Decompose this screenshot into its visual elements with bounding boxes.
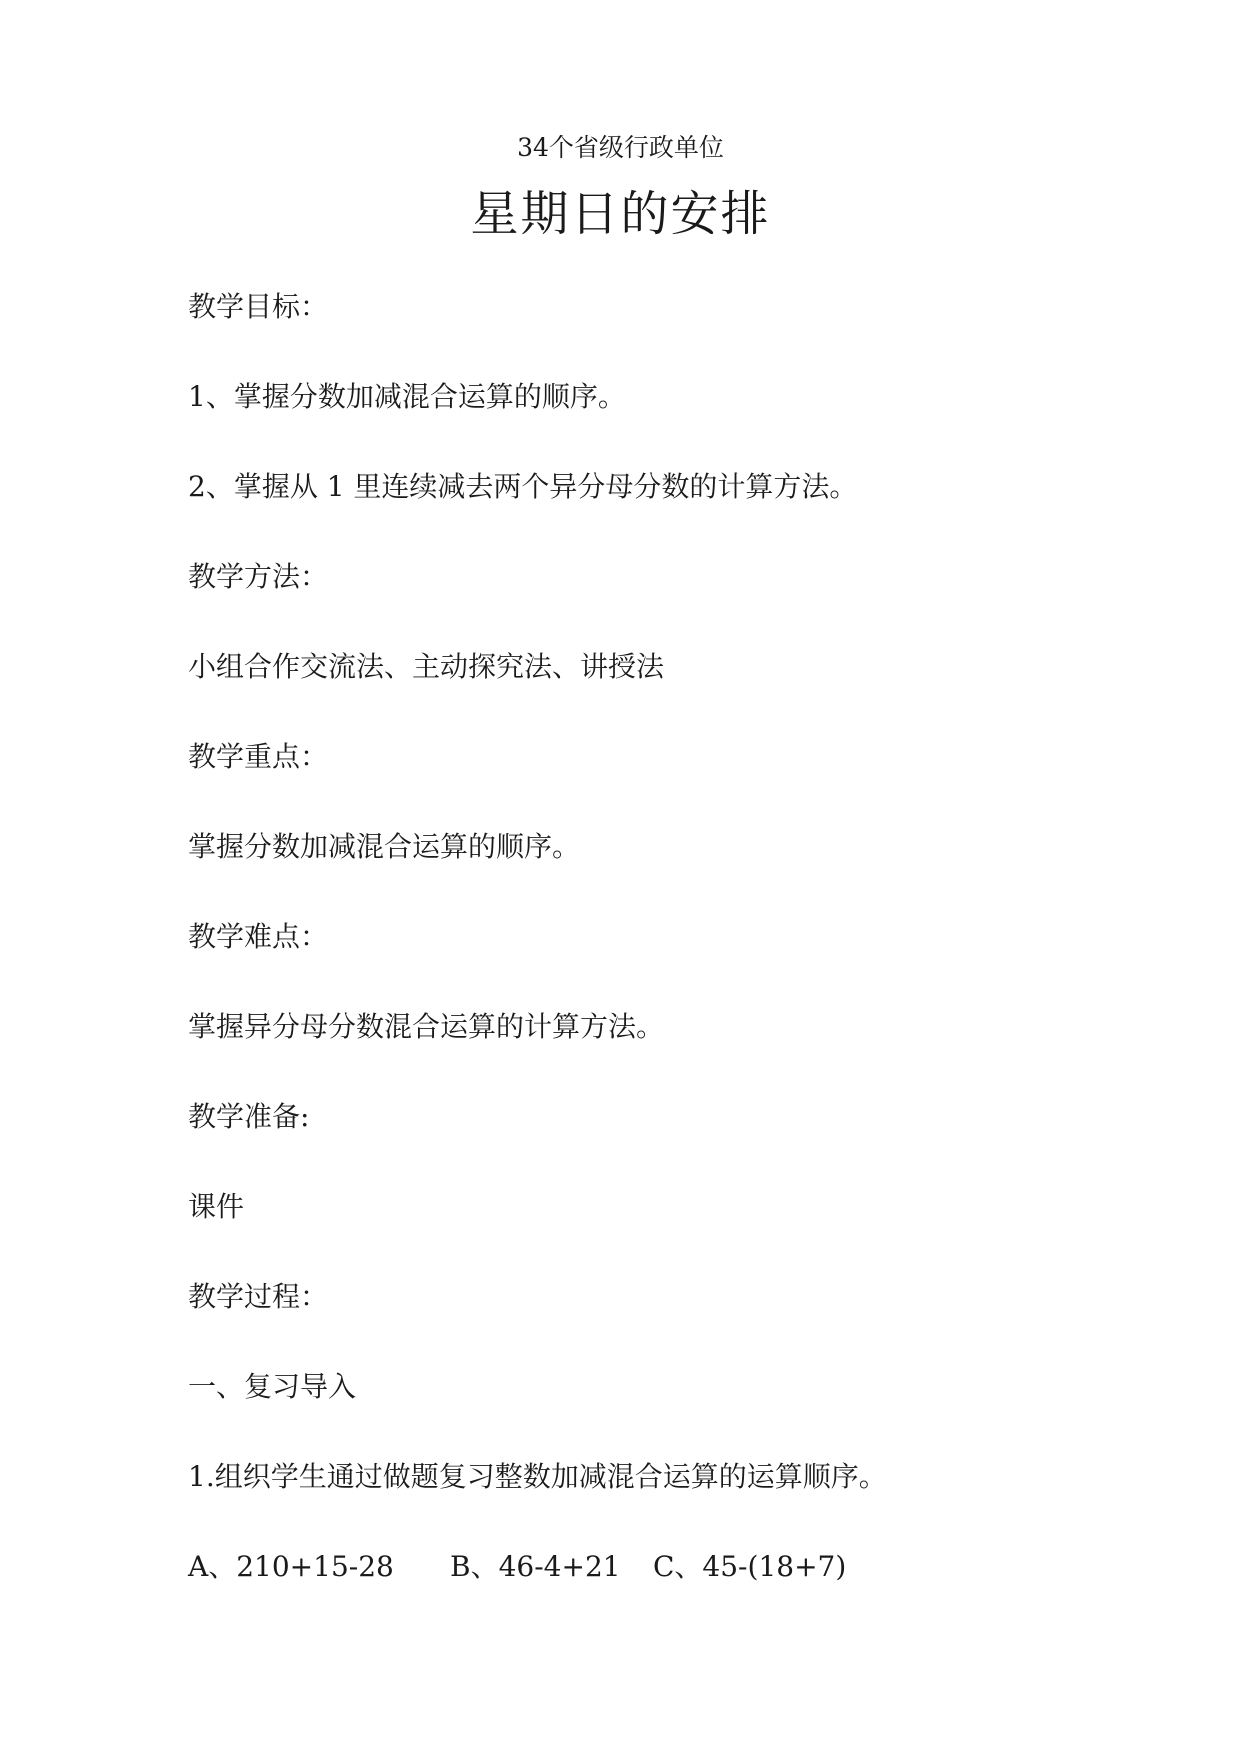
difficulties-text: 掌握异分母分数混合运算的计算方法。	[188, 1010, 665, 1043]
section-heading-methods: 教学方法：	[188, 560, 329, 593]
document-header: 34个省级行政单位	[517, 133, 724, 162]
exercise-row	[188, 1547, 846, 1587]
objective-1: 1、掌握分数加减混合运算的顺序。	[188, 380, 626, 413]
objective-2: 2、掌握从 1 里连续减去两个异分母分数的计算方法。	[188, 470, 858, 503]
section-heading-key-points: 教学重点：	[188, 740, 329, 773]
section-heading-difficulties: 教学难点：	[188, 920, 329, 953]
exercise-a: A、210+15-28	[188, 1550, 394, 1583]
document-title: 星期日的安排	[470, 186, 771, 242]
section-heading-process: 教学过程：	[188, 1280, 329, 1313]
key-points-text: 掌握分数加减混合运算的顺序。	[188, 830, 581, 863]
process-step-1: 1.组织学生通过做题复习整数加减混合运算的运算顺序。	[188, 1460, 887, 1493]
section-heading-objectives: 教学目标：	[188, 290, 329, 323]
section-heading-preparation: 教学准备:	[188, 1100, 310, 1133]
preparation-text: 课件	[188, 1190, 245, 1223]
exercise-c: C、45-(18+7)	[653, 1550, 847, 1583]
process-step-heading: 一、复习导入	[188, 1370, 357, 1403]
exercise-b: B、46-4+21	[450, 1550, 621, 1583]
methods-text: 小组合作交流法、主动探究法、讲授法	[188, 650, 665, 683]
